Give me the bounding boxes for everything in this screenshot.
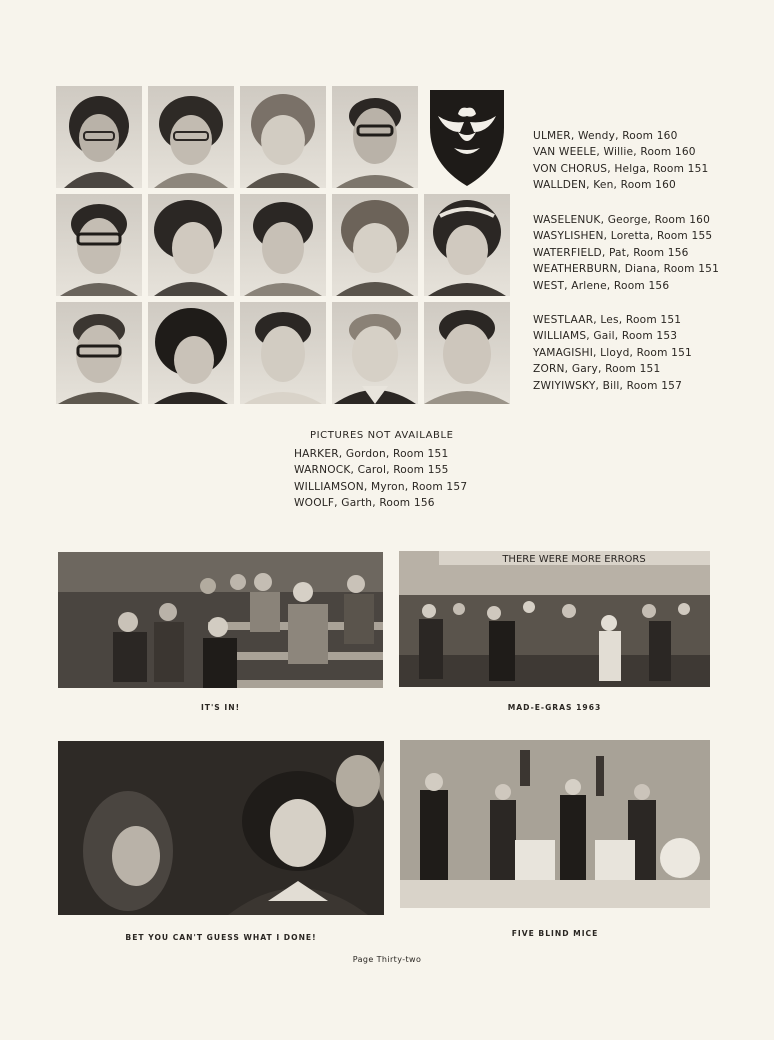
name-group-2	[533, 212, 719, 294]
name-group-3	[533, 312, 692, 394]
name-row: ULMER, Wendy, Room 160	[533, 130, 678, 142]
portrait-photo	[332, 194, 418, 296]
photo-caption: BET YOU CAN'T GUESS WHAT I DONE!	[125, 933, 317, 942]
portrait-photo	[240, 302, 326, 404]
portrait-grid	[56, 86, 516, 404]
not-available-title: PICTURES NOT AVAILABLE	[310, 430, 454, 441]
portrait-photo	[56, 86, 142, 188]
name-row: VAN WEELE, Willie, Room 160	[533, 146, 696, 159]
name-row: WARNOCK, Carol, Room 155	[294, 464, 449, 477]
portrait-photo	[56, 302, 142, 404]
name-row: WOOLF, Garth, Room 156	[294, 497, 435, 510]
name-group-1	[533, 128, 709, 194]
name-row: ZORN, Gary, Room 151	[533, 363, 661, 376]
portrait-photo	[332, 302, 418, 404]
page-number: Page Thirty-two	[352, 955, 422, 964]
portrait-photo	[148, 194, 234, 296]
photo-caption: IT'S IN!	[200, 703, 241, 712]
portrait-photo	[56, 194, 142, 296]
name-row: WASYLISHEN, Loretta, Room 155	[533, 230, 713, 243]
name-row: WATERFIELD, Pat, Room 156	[533, 246, 689, 259]
photo-caption: MAD-E-GRAS 1963	[507, 703, 602, 712]
candid-photo-band	[400, 740, 710, 908]
photo-caption: FIVE BLIND MICE	[511, 929, 599, 938]
svg-text:THERE WERE MORE ERRORS: THERE WERE MORE ERRORS	[502, 554, 646, 565]
name-row: WEATHERBURN, Diana, Room 151	[533, 263, 720, 276]
portrait-photo	[424, 302, 510, 404]
name-row: WEST, Arlene, Room 156	[533, 279, 670, 292]
name-row: ZWIYIWSKY, Bill, Room 157	[533, 379, 683, 392]
candid-photo-dance	[399, 551, 710, 687]
name-row: WILLIAMSON, Myron, Room 157	[294, 480, 468, 493]
name-row: HARKER, Gordon, Room 151	[294, 448, 449, 460]
candid-photo-bleachers	[58, 552, 383, 688]
portrait-photo	[240, 194, 326, 296]
eagle-crest-icon	[424, 86, 510, 188]
name-row: WESTLAAR, Les, Room 151	[533, 314, 682, 326]
not-available-list	[294, 446, 467, 512]
name-row: YAMAGISHI, Lloyd, Room 151	[533, 346, 692, 359]
name-row: WASELENUK, George, Room 160	[533, 214, 711, 226]
name-row: VON CHORUS, Helga, Room 151	[533, 162, 709, 175]
candid-photo-girls	[58, 741, 384, 915]
portrait-photo	[240, 86, 326, 188]
portrait-photo	[148, 86, 234, 188]
portrait-photo	[332, 86, 418, 188]
portrait-photo	[424, 194, 510, 296]
name-row: WALLDEN, Ken, Room 160	[533, 179, 676, 192]
portrait-photo	[148, 302, 234, 404]
name-row: WILLIAMS, Gail, Room 153	[533, 330, 678, 343]
